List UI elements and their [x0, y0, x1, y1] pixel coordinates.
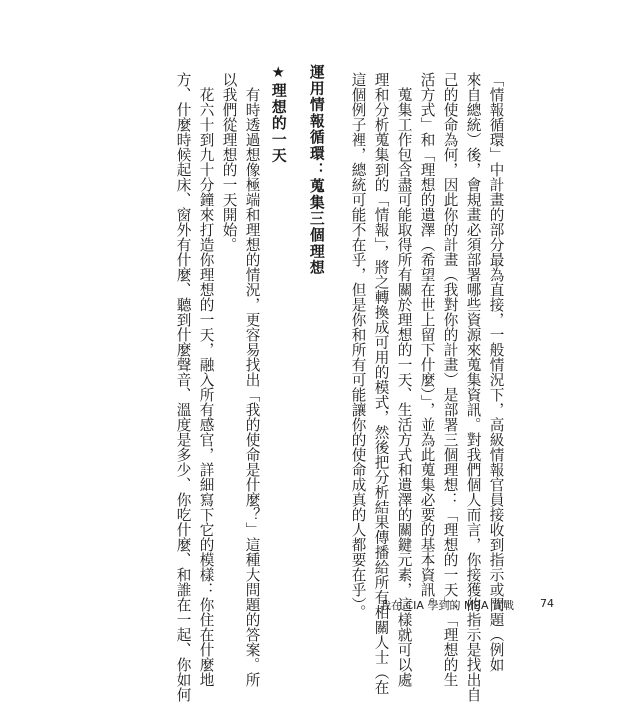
text-column-2: 來自總統）後，會規畫必須部署哪些資源來蒐集資訊。對我們個人而言，你接獲的指示是找出自 [464, 72, 482, 702]
text-column-8: 有時透過想像極端和理想的情況，更容易找出「我的使命是什麼？」這種大問題的答案。所 [243, 72, 261, 687]
page-number: 74 [540, 597, 554, 610]
running-title: 我在 CIA 學到的 MBA 實戰 [380, 599, 514, 612]
section-heading: 運用情報循環：蒐集三個理想 [307, 64, 325, 276]
text-column-1: 「情報循環」中計畫的部分最為直接，一般情況下，高級情報官員接收到指示或問題（例如 [487, 72, 505, 672]
text-column-3: 己的使命為何，因此你的計畫（我對你的計畫）是部署三個理想：「理想的一天」、「理想的生 [441, 72, 459, 688]
text-column-11: 方、什麼時候起床、窗外有什麼、聽到什麼聲音、溫度是多少、你吃什麼、和誰在一起、你如何 [174, 72, 192, 702]
text-column-10: 花六十到九十分鐘來打造你理想的一天，融入所有感官，詳細寫下它的模樣：你住在什麼地 [197, 72, 215, 687]
text-column-5: 蒐集工作包含盡可能取得所有關於理想的一天、生活方式和遺澤的關鍵元素，這樣就可以處 [395, 72, 413, 687]
page-footer [380, 597, 554, 613]
text-column-7: 這個例子裡，總統可能不在乎，但是你和所有可能讓你的使命成真的人都要在乎）。 [349, 72, 367, 620]
text-column-4: 活方式」和「理想的遺澤（希望在世上留下什麼）」，並為此蒐集必要的基本資訊。 [418, 72, 436, 613]
text-column-6: 理和分析蒐集到的「情報」，將之轉換成可用的模式，然後把分析結果傳播給所有相關人士（在 [372, 72, 390, 695]
text-column-9: 以我們從理想的一天開始。 [220, 72, 238, 252]
subsection-heading: ★理想的一天 [269, 64, 287, 164]
